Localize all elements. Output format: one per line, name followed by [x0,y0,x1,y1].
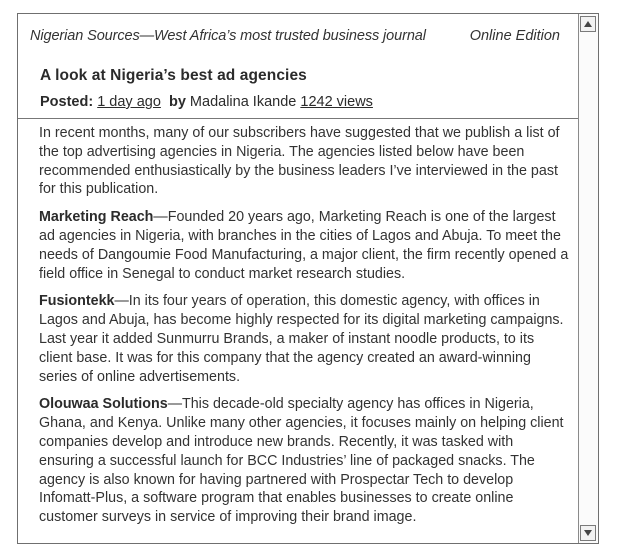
by-label: by [168,94,186,110]
agency-name: Marketing Reach [39,209,154,226]
scroll-down-button[interactable] [580,525,596,541]
intro-paragraph: In recent months, many of our subscribers have suggested that we publish a list of the top advertising agencies in Nigeria. The agencies listed below have been recommended enthusiastically by the business leaders I’ve interviewed in the past for this publication. [39,125,560,198]
agency-name: Fusiontekk [39,293,115,310]
posted-label: Posted: [40,94,94,110]
arrow-down-icon [584,530,592,536]
agency-name: Olouwaa Solutions [39,396,168,413]
header-divider [18,118,578,119]
agency-paragraph [39,208,569,283]
agency-paragraph [39,395,569,527]
arrow-up-icon [584,21,592,27]
article-title: A look at Nigeria’s best ad agencies [40,67,307,84]
scroll-up-button[interactable] [580,16,596,32]
agency-text: This decade-old specialty agency has offices in Nigeria, Ghana, and Kenya. Unlike many other agencies, it focuses mainly on helping client companies develop and introduce new brands. Recently, it was tasked with ensuring a successful launch for BCC Industries’ line of packaged snacks. The agency is also known for having partnered with Prospectar Tech to develop Infomatt-Plus, a software program that enables businesses to create online customer surveys in service of improving their brand image. [39,396,564,526]
edition-label: Online Edition [469,28,560,44]
article-window [17,13,599,544]
views-link[interactable]: 1242 views [300,94,373,110]
dash: — [153,209,168,226]
dash: — [167,396,182,413]
article-body [39,124,569,536]
journal-header [18,14,576,58]
author-name: Madalina Ikande [189,94,297,110]
agency-text: Founded 20 years ago, Marketing Reach is one of the largest ad agencies in Nigeria, with branches in the cities of Lagos and Abuja. To meet the needs of Dangoumie Food Manufacturing, a major client, the firm recently opened a field office in Senegal to conduct market research studies. [39,209,569,282]
article-meta [40,94,373,110]
vertical-scrollbar[interactable] [578,14,598,543]
agency-text: In its four years of operation, this domestic agency, with offices in Lagos and Abuja, has become highly respected for its digital marketing campaigns. Last year it added Sunmurru Brands, a maker of instant noodle products, to its client base. It was for this company that the agency created an award-winning series of online advertisements. [39,293,564,385]
posted-time-link[interactable]: 1 day ago [97,94,161,110]
journal-title: Nigerian Sources—West Africa’s most trusted business journal [30,28,426,44]
dash: — [114,293,129,310]
agency-paragraph [39,292,569,386]
